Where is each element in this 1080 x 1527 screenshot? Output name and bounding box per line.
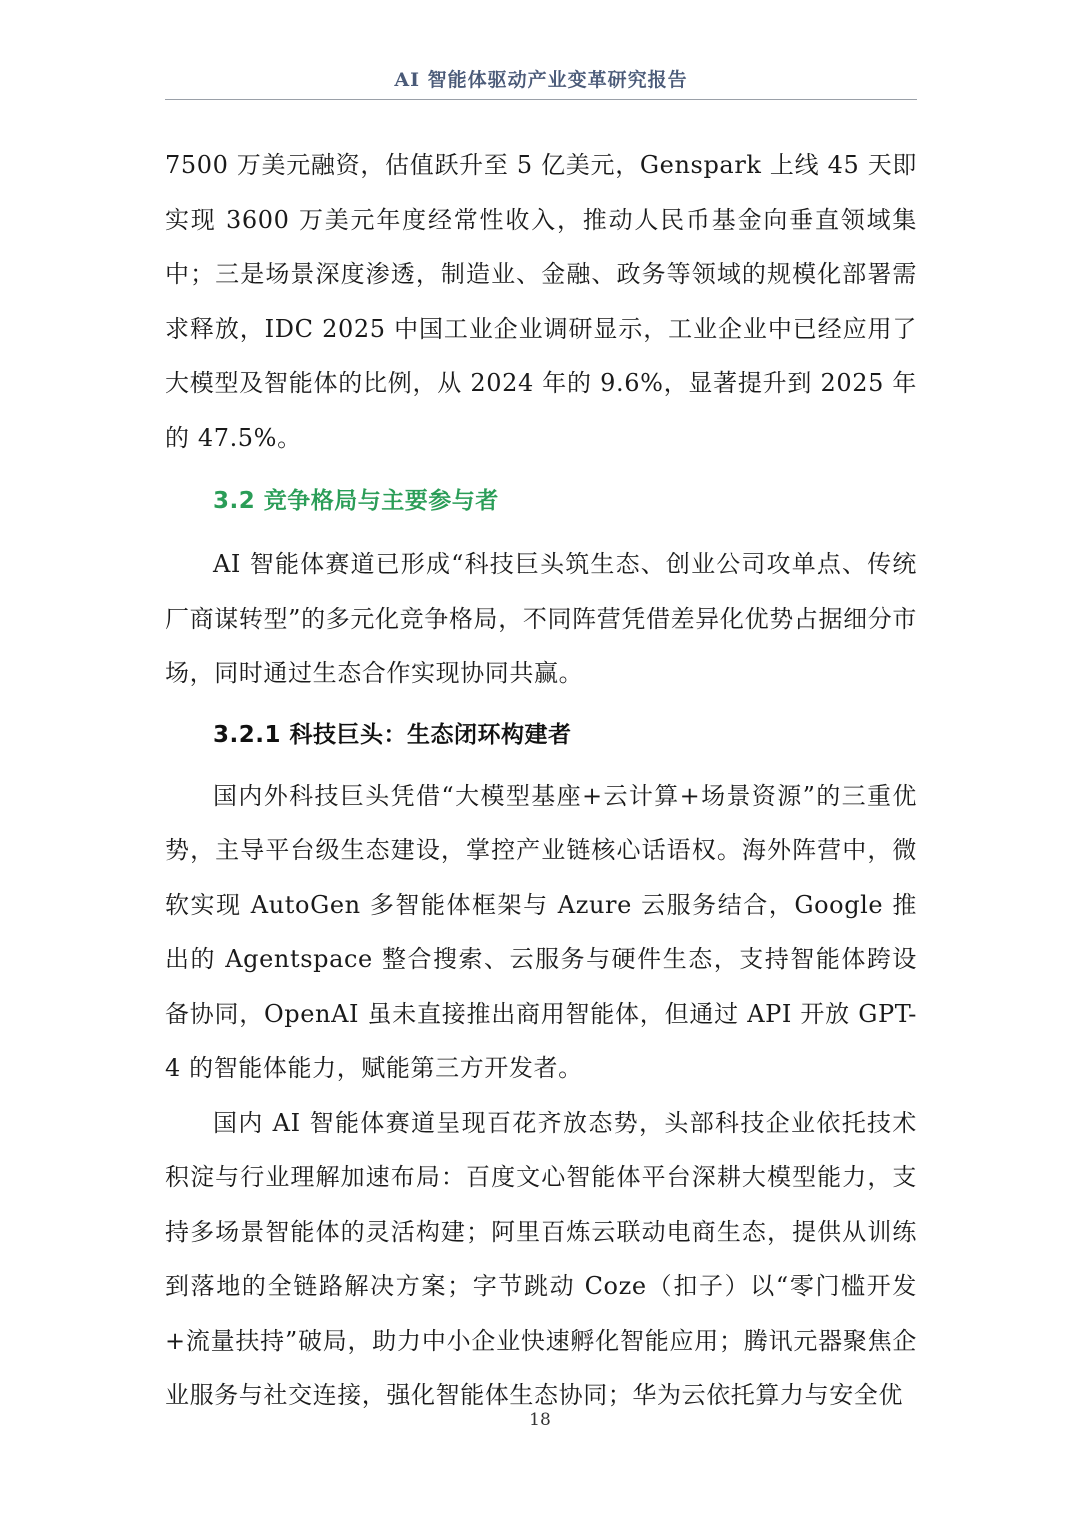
running-header: AI 智能体驱动产业变革研究报告 xyxy=(394,69,688,91)
section-heading-3-2: 3.2 竞争格局与主要参与者 xyxy=(213,488,499,514)
body-paragraph-domestic: 国内 AI 智能体赛道呈现百花齐放态势，头部科技企业依托技术积淀与行业理解加速布局：百度文心智能体平台深耕大模型能力，支持多场景智能体的灵活构建；阿里百炼云联动电商生态，提供从训练到落地的全链路解决方案；字节跳动 Coze（扣子）以“零门槛开发+流量扶持”破局，助力中小企业快速孵化智能应用；腾讯元器聚焦企业服务与社交连接，强化智能体生态协同；华为云依托算力与安全优 xyxy=(165,1108,917,1409)
page-number: 18 xyxy=(529,1410,551,1430)
subsection-heading-3-2-1: 3.2.1 科技巨头：生态闭环构建者 xyxy=(213,721,572,748)
body-paragraph-tech-giants: 国内外科技巨头凭借“大模型基座+云计算+场景资源”的三重优势，主导平台级生态建设，掌控产业链核心话语权。海外阵营中，微软实现 AutoGen 多智能体框架与 Azure 云服务结合，Google 推出的 Agentspace 整合搜索、云服务与硬件生态，支持智能体跨设备协同，OpenAI 虽未直接推出商用智能体，但通过 API 开放 GPT-4 的智能体能力，赋能第三方开发者。 xyxy=(165,781,917,1082)
header-rule xyxy=(165,99,917,100)
page-content xyxy=(165,138,917,1423)
body-paragraph-competition: AI 智能体赛道已形成“科技巨头筑生态、创业公司攻单点、传统厂商谋转型”的多元化竞争格局，不同阵营凭借差异化优势占据细分市场，同时通过生态合作实现协同共赢。 xyxy=(165,550,917,687)
body-paragraph-continued: 7500 万美元融资，估值跃升至 5 亿美元，Genspark 上线 45 天即实现 3600 万美元年度经常性收入，推动人民币基金向垂直领域集中；三是场景深度渗透，制造业、金融、政务等领域的规模化部署需求释放，IDC 2025 中国工业企业调研显示，工业企业中已经应用了大模型及智能体的比例，从 2024 年的 9.6%，显著提升到 2025 年的 47.5%。 xyxy=(165,151,917,452)
